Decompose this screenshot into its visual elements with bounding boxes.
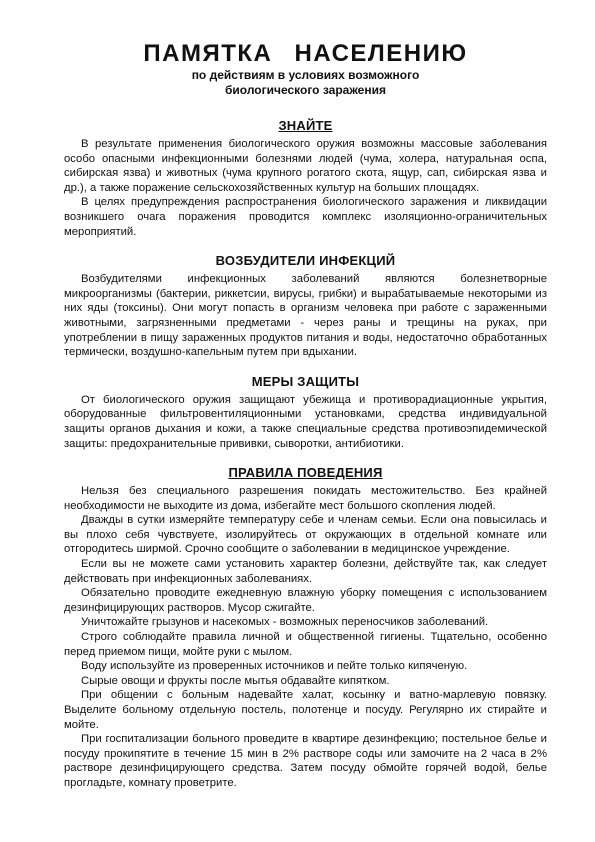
- paragraph: Строго соблюдайте правила личной и общественной гигиены. Тщательно, особенно перед приемом пищи, мойте руки с мылом.: [64, 631, 547, 658]
- paragraph: Уничтожайте грызунов и насекомых - возможных переносчиков заболеваний.: [81, 616, 489, 629]
- section-heading-agents: ВОЗБУДИТЕЛИ ИНФЕКЦИЙ: [215, 253, 396, 269]
- page-title: ПАМЯТКА НАСЕЛЕНИЮ: [143, 40, 468, 67]
- section-know: [64, 118, 547, 239]
- page-subtitle: по действиям в условиях возможного биологического заражения: [191, 68, 420, 97]
- section-protection: [64, 374, 547, 451]
- paragraph: Сырые овощи и фрукты после мытья обдавайте кипятком.: [81, 674, 390, 687]
- paragraph: При общении с больным надевайте халат, косынку и ватно-марлевую повязку. Выделите больному отдельную постель, полотенце и посуду. Регулярно их стирайте и мойте.: [64, 689, 547, 731]
- paragraph: Воду используйте из проверенных источников и пейте только кипяченую.: [81, 660, 468, 673]
- section-heading-protection: МЕРЫ ЗАЩИТЫ: [251, 373, 360, 389]
- paragraph: Если вы не можете сами установить характер болезни, действуйте так, как следует действовать при инфекционных заболеваниях.: [64, 558, 547, 585]
- section-body-know: [64, 137, 547, 239]
- paragraph: При госпитализации больного проведите в квартире дезинфекцию; постельное белье и посуду прокипятите в течение 15 мин в 2% растворе соды или замочите на 2 часа в 2% растворе дезинфицирующего средства. Затем посуду обмойте горячей водой, белье прогладьте, комнату проветрите.: [64, 733, 547, 789]
- paragraph: Обязательно проводите ежедневную влажную уборку помещения с использованием дезинфицирующих растворов. Мусор сжигайте.: [64, 587, 547, 614]
- paragraph: От биологического оружия защищают убежища и противорадиационные укрытия, оборудованные фильтровентиляционными установками, средства индивидуальной защиты органов дыхания и кожи, а также специальные средства противоэпидемической защиты: предохранительные прививки, сыворотки, антибиотики.: [64, 393, 547, 450]
- section-heading-know: ЗНАЙТЕ: [278, 118, 333, 133]
- section-body-agents: [64, 272, 547, 360]
- section-heading-rules: ПРАВИЛА ПОВЕДЕНИЯ: [228, 465, 383, 481]
- paragraph: Нельзя без специального разрешения покидать местожительство. Без крайней необходимости не выходите из дома, избегайте мест большого скопления людей.: [64, 485, 547, 512]
- section-body-protection: [64, 393, 547, 451]
- section-rules: [64, 465, 547, 790]
- paragraph: Дважды в сутки измеряйте температуру себе и членам семьи. Если она повысилась и вы плохо себя чувствуете, изолируйтесь от окружающих в отдельной комнате или отгородитесь ширмой. Срочно сообщите о заболевании в медицинское учреждение.: [64, 514, 547, 556]
- paragraph: В результате применения биологического оружия возможны массовые заболевания особо опасными инфекционными болезнями людей (чума, холера, натуральная оспа, сибирская язва) и животных (чума крупного рогатого скота, ящур, сап, сибирская язва и др.), а также поражение сельскохозяйственных культур на больших площадях.: [64, 138, 547, 194]
- paragraph: Возбудителями инфекционных заболеваний являются болезнетворные микроорганизмы (бактерии, риккетсии, вирусы, грибки) и вырабатываемые некоторыми из них яды (токсины). Они могут попасть в организм человека при работе с зараженными животными, загрязненными предметами - через раны и трещины на руках, при употреблении в пищу зараженных продуктов питания и воды, недостаточно обработанных термически, воздушно-капельным путем при вдыхании.: [64, 273, 547, 359]
- paragraph: В целях предупреждения распространения биологического заражения и ликвидации возникшего очага поражения проводится комплекс изоляционно-ограничительных мероприятий.: [64, 196, 547, 238]
- section-body-rules: [64, 484, 547, 790]
- section-agents: [64, 253, 547, 360]
